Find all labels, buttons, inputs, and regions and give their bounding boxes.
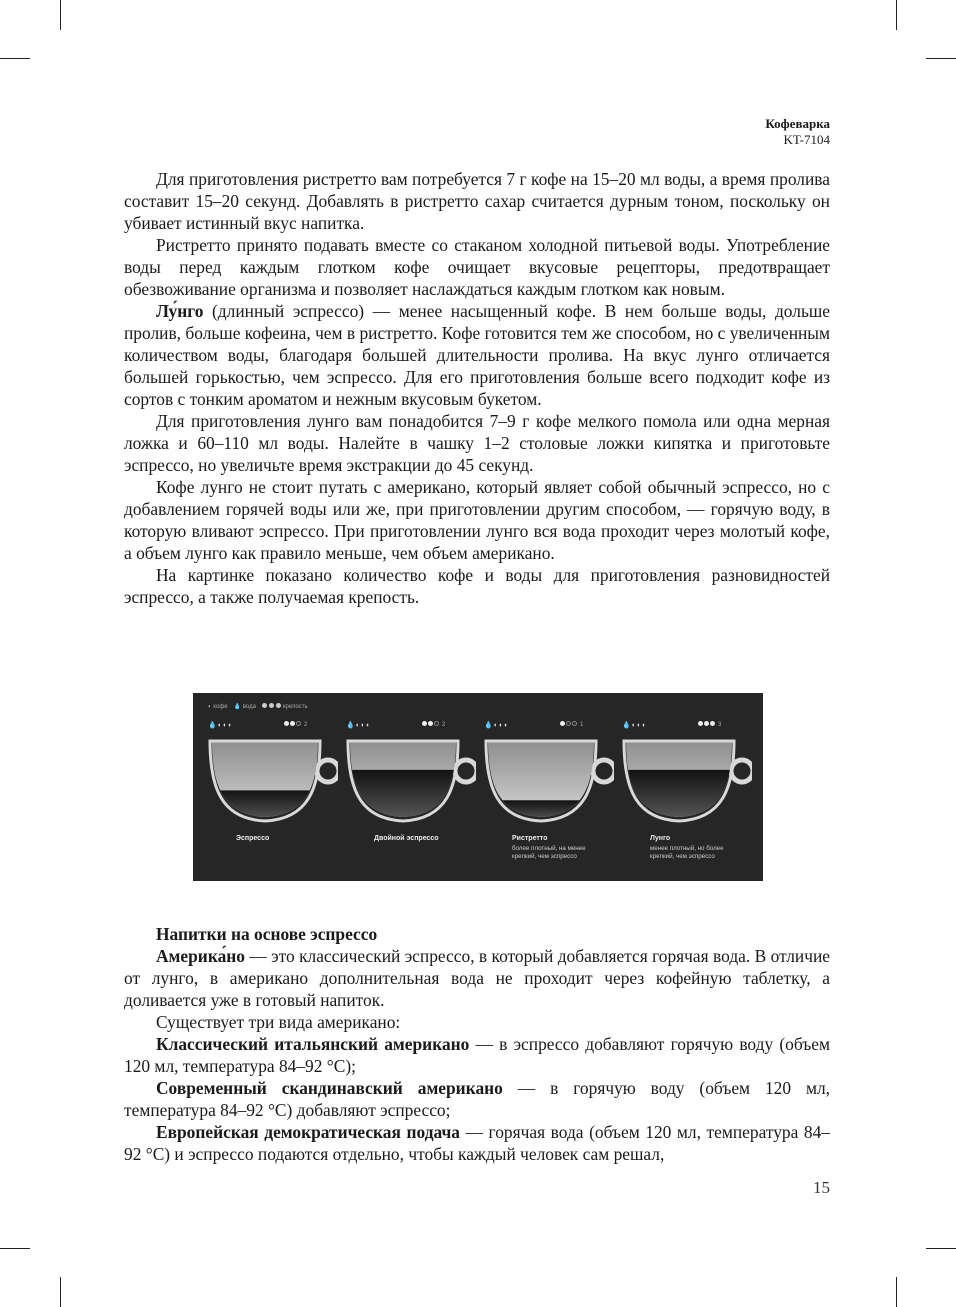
- paragraph: [124, 410, 830, 476]
- strength-dot-icon: [704, 721, 709, 726]
- paragraph-term: Классический итальянский американо: [156, 1034, 470, 1054]
- paragraph-text: Кофе лунго не стоит путать с американо, который являет собой обычный эспрессо, но с добавлением горячей воды или же, при приготовлении другим способом, — горячую воду, в которую вливают эспрессо. При приготовлении лунго вся вода проходит через молотый кофе, а объем лунго как правило меньше, чем объем американо.: [124, 477, 830, 563]
- paragraph-term: Европейская демократическая подача: [156, 1122, 460, 1142]
- cup-4: [622, 721, 752, 881]
- paragraph-term: Современный скандинавский американо: [156, 1078, 503, 1098]
- strength-indicator: [284, 721, 307, 728]
- paragraph: [124, 945, 830, 1011]
- crop-mark: [896, 1277, 897, 1307]
- strength-value: 3: [718, 722, 722, 728]
- crop-mark: [0, 1248, 30, 1249]
- cup-icons: [622, 721, 742, 733]
- paragraph: [124, 234, 830, 300]
- paragraph-term: Америка́но: [156, 946, 245, 966]
- cup-name: Двойной эспрессо: [374, 835, 439, 842]
- strength-dot-icon: [284, 721, 289, 726]
- crop-mark: [0, 58, 30, 59]
- paragraph-text: — это классический эспрессо, в который добавляется горячая вода. В отличие от лунго, в американо дополнительная вода не проходит через кофейную таблетку, а доливается уже в готовый напиток.: [124, 946, 830, 1010]
- strength-dot-icon: [428, 721, 433, 726]
- cup-3: [484, 721, 614, 881]
- strength-dot-icon: [296, 721, 301, 726]
- paragraph-text: — горячая вода (объем 120 мл, температура 84–92 °C) и эспрессо подаются отдельно, чтобы каждый человек сам решал,: [124, 1122, 830, 1164]
- strength-value: 2: [442, 722, 446, 728]
- legend-strength: крепость: [262, 703, 308, 710]
- cup-name: Ристретто: [512, 835, 548, 842]
- legend-coffee: ◐ кофе: [208, 703, 228, 710]
- strength-dot-icon: [698, 721, 703, 726]
- cup-note: более плотный, на менее крепкий, чем эспрессо: [512, 845, 586, 860]
- section-heading: Напитки на основе эспрессо: [156, 924, 378, 944]
- running-header: [765, 116, 830, 148]
- paragraph: [124, 1033, 830, 1077]
- paragraph-text: — в эспрессо добавляют горячую воду (объем 120 мл, температура 84–92 °C);: [124, 1034, 830, 1076]
- cup-graphic: [208, 737, 338, 837]
- strength-dot-icon: [560, 721, 565, 726]
- strength-indicator: [560, 721, 583, 728]
- coffee-water-icon: 💧◐◐◐: [208, 722, 234, 729]
- crop-mark: [926, 58, 956, 59]
- strength-dot-icon: [710, 721, 715, 726]
- crop-mark: [60, 1277, 61, 1307]
- paragraph-text: На картинке показано количество кофе и воды для приготовления разновидностей эспрессо, а также получаемая крепость.: [124, 565, 830, 607]
- header-model: KT-7104: [783, 132, 830, 147]
- paragraph: [124, 300, 830, 410]
- body-text-section: [124, 923, 830, 1165]
- strength-dot-icon: [434, 721, 439, 726]
- paragraph-text: Ристретто принято подавать вместе со стаканом холодной питьевой воды. Употребление воды перед каждым глотком кофе очищает вкусовые рецепторы, предотвращает обезвоживание организма и позволяет наслаждаться каждым глотком как новым.: [124, 235, 830, 299]
- cup-graphic: [484, 737, 614, 837]
- strength-dot-icon: [422, 721, 427, 726]
- paragraph-text: — в горячую воду (объем 120 мл, температура 84–92 °C) добавляют эспрессо;: [124, 1078, 830, 1120]
- cup-name: Эспрессо: [236, 835, 270, 842]
- coffee-water-icon: 💧◐◐◐: [622, 722, 648, 729]
- header-product: Кофеварка: [765, 116, 830, 131]
- cup-icons: [484, 721, 604, 733]
- cup-icons: [208, 721, 328, 733]
- page-number: 15: [813, 1178, 830, 1197]
- paragraph: [124, 564, 830, 608]
- paragraph-text: Существует три вида американо:: [156, 1012, 401, 1032]
- coffee-cups-figure: [193, 693, 763, 881]
- legend-water: 💧 вода: [233, 704, 256, 710]
- paragraph: [124, 1121, 830, 1165]
- paragraph-term: Лу́нго: [156, 301, 204, 321]
- coffee-water-icon: 💧◐◐◐: [484, 722, 510, 729]
- cup-1: [208, 721, 338, 881]
- strength-indicator: [422, 721, 445, 728]
- coffee-water-icon: 💧◐◐◐: [346, 722, 372, 729]
- cup-2: [346, 721, 476, 881]
- figure-legend: [208, 703, 308, 710]
- paragraph-text: Для приготовления ристретто вам потребуется 7 г кофе на 15–20 мл воды, а время пролива составит 15–20 секунд. Добавлять в ристретто сахар считается дурным тоном, поскольку он убивает истинный вкус напитка.: [124, 169, 830, 233]
- strength-dot-icon: [572, 721, 577, 726]
- cup-name: Лунго: [650, 835, 671, 842]
- crop-mark: [60, 0, 61, 30]
- strength-dot-icon: [566, 721, 571, 726]
- paragraph: [124, 476, 830, 564]
- paragraph: [124, 1011, 830, 1033]
- body-text-top: [124, 168, 830, 608]
- paragraph-text: (длинный эспрессо) — менее насыщенный кофе. В нем больше воды, дольше пролив, больше кофеина, чем в ристретто. Кофе готовится тем же способом, но с увеличенным количеством воды, благодаря большей длительности пролива. На вкус лунго отличается большей горькостью, чем эспрессо. Для его приготовления больше всего подходит кофе из сортов с тонким ароматом и нежным вкусовым букетом.: [124, 301, 830, 409]
- paragraph: [124, 168, 830, 234]
- strength-indicator: [698, 721, 721, 728]
- strength-value: 1: [580, 722, 584, 728]
- strength-dot-icon: [290, 721, 295, 726]
- cup-graphic: [622, 737, 752, 837]
- cup-note: менее плотный, но более крепкий, чем эспрессо: [650, 845, 724, 860]
- paragraph-text: Для приготовления лунго вам понадобится 7–9 г кофе мелкого помола или одна мерная ложка и 60–110 мл воды. Налейте в чашку 1–2 столовые ложки кипятка и приготовьте эспрессо, но увеличьте время экстракции до 45 секунд.: [124, 411, 830, 475]
- crop-mark: [896, 0, 897, 30]
- cup-icons: [346, 721, 466, 733]
- paragraph: [124, 1077, 830, 1121]
- strength-value: 2: [304, 722, 308, 728]
- cup-graphic: [346, 737, 476, 837]
- crop-mark: [926, 1248, 956, 1249]
